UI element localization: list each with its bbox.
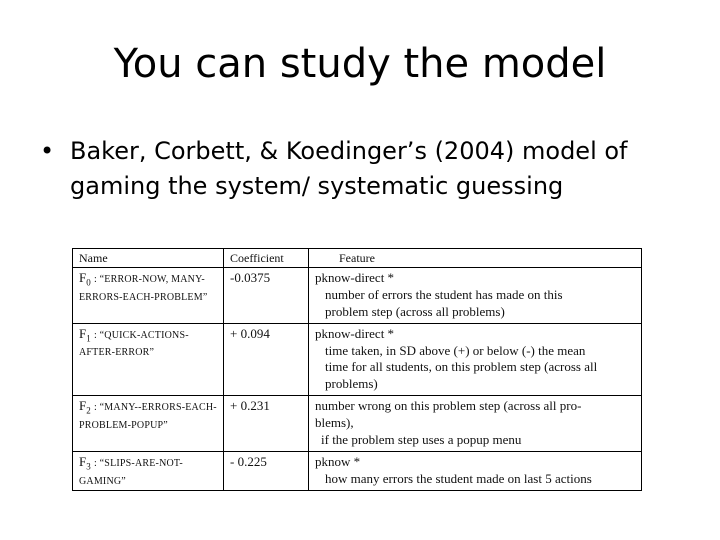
cell-feature: [309, 268, 642, 324]
feature-letter: F: [79, 325, 87, 341]
cell-name: [73, 323, 224, 396]
bullet-text: Baker, Corbett, & Koedinger’s (2004) model of gaming the system/ systematic guessing: [70, 137, 628, 200]
cell-feature: [309, 451, 642, 490]
feature-line: pknow-direct *: [315, 325, 395, 341]
feature-index: 1: [86, 333, 91, 344]
feature-letter: F: [79, 270, 87, 285]
feature-line: blems),: [315, 415, 354, 431]
feature-letter: F: [79, 453, 87, 469]
feature-line: how many errors the student made on last 5 actions: [325, 470, 592, 486]
feature-line: if the problem step uses a popup menu: [321, 432, 522, 448]
model-table: [72, 248, 642, 491]
cell-coefficient: - 0.225: [224, 451, 309, 490]
cell-name: [73, 396, 224, 452]
table-row: [73, 323, 642, 396]
feature-index: 3: [86, 461, 91, 472]
feature-line: problems): [325, 376, 378, 392]
slide-title: You can study the model: [113, 41, 607, 87]
feature-letter: F: [79, 398, 87, 414]
cell-coefficient: + 0.094: [224, 323, 309, 396]
bullet-point: [40, 134, 690, 204]
cell-coefficient: + 0.231: [224, 396, 309, 452]
feature-name: : “SLIPS-ARE-NOT-GAMING”: [79, 457, 183, 487]
bullet-dot: •: [40, 137, 55, 165]
feature-line: problem step (across all problems): [325, 303, 505, 319]
feature-line: number of errors the student has made on this: [325, 286, 563, 302]
table-header-row: [73, 249, 642, 268]
cell-name: [73, 268, 224, 324]
feature-line: pknow-direct *: [315, 270, 395, 285]
feature-symbol: [79, 325, 91, 344]
feature-symbol: [79, 453, 91, 472]
cell-feature: [309, 323, 642, 396]
table-row: [73, 396, 642, 452]
feature-line: number wrong on this problem step (across all pro-: [315, 398, 582, 414]
table-row: [73, 451, 642, 490]
feature-index: 2: [86, 405, 91, 416]
feature-name: : “QUICK-ACTIONS-AFTER-ERROR”: [79, 329, 189, 359]
feature-line: pknow *: [315, 453, 361, 469]
model-table-figure: [72, 248, 642, 491]
cell-feature: [309, 396, 642, 452]
feature-name: : “MANY--ERRORS-EACH-PROBLEM-POPUP”: [79, 402, 217, 431]
table-row: [73, 268, 642, 324]
header-feature: Feature: [309, 249, 642, 268]
feature-line: time for all students, on this problem step (across all: [325, 359, 598, 375]
feature-index: 0: [86, 277, 91, 288]
header-coefficient: Coefficient: [224, 249, 309, 268]
header-name: Name: [73, 249, 224, 268]
cell-name: [73, 451, 224, 490]
feature-line: time taken, in SD above (+) or below (-) the mean: [325, 342, 586, 358]
cell-coefficient: -0.0375: [224, 268, 309, 324]
feature-symbol: [79, 398, 91, 416]
feature-name: : “ERROR-NOW, MANY-ERRORS-EACH-PROBLEM”: [79, 274, 208, 303]
feature-symbol: [79, 270, 91, 288]
